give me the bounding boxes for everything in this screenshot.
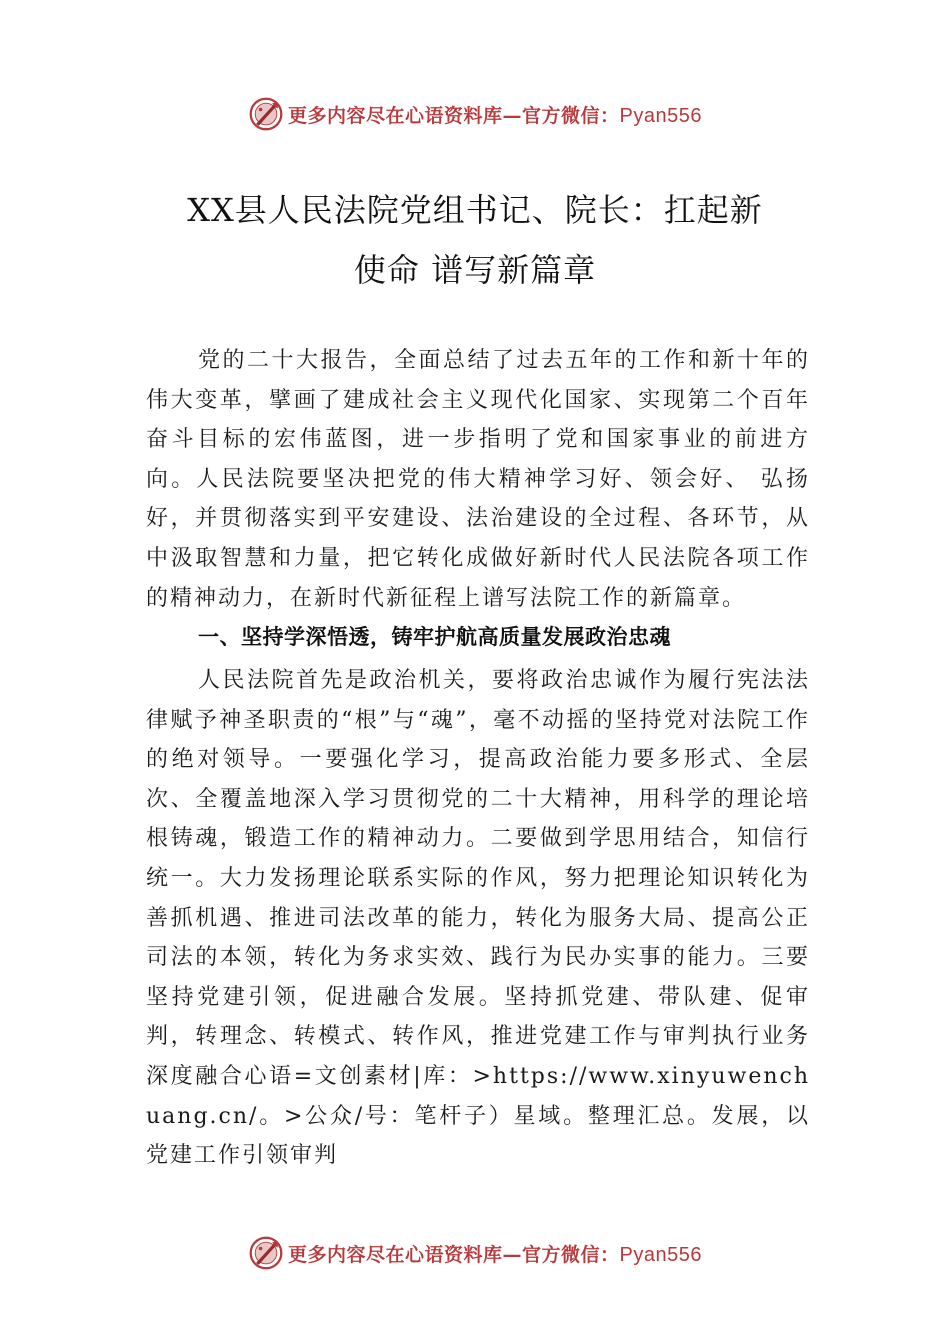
banner-text: 更多内容尽在心语资料库—官方微信：Pyan556 <box>288 104 702 127</box>
wechat-id: Pyan556 <box>619 1243 702 1266</box>
red-quill-seal-icon <box>248 96 284 132</box>
wechat-id: Pyan556 <box>619 104 702 127</box>
section-heading-1: 一、坚持学深悟透，铸牢护航高质量发展政治忠魂 <box>198 625 671 649</box>
header-banner <box>0 94 950 134</box>
banner-text: 更多内容尽在心语资料库—官方微信：Pyan556 <box>288 1243 702 1266</box>
red-quill-seal-icon <box>248 1235 284 1271</box>
footer-banner <box>0 1233 950 1273</box>
paragraph-1: 党的二十大报告，全面总结了过去五年的工作和新十年的伟大变革，擘画了建成社会主义现代化国家、实现第二个百年奋斗目标的宏伟蓝图，进一步指明了党和国家事业的前进方向。人民法院要坚决把党的伟大精神学习好、领会好、 弘扬好，并贯彻落实到平安建设、法治建设的全过程、各环节，从中汲取智慧和力量，把它转化成做好新时代人民法院各项工作的精神动力，在新时代新征程上谱写法院工作的新篇章。 <box>146 348 810 611</box>
paragraph-2: 人民法院首先是政治机关，要将政治忠诚作为履行宪法法律赋予神圣职责的“根”与“魂”，毫不动摇的坚持党对法院工作的绝对领导。一要强化学习，提高政治能力要多形式、全层次、全覆盖地深入学习贯彻党的二十大精神，用科学的理论培根铸魂，锻造工作的精神动力。二要做到学思用结合，知信行统一。大力发扬理论联系实际的作风，努力把理论知识转化为善抓机遇、推进司法改革的能力，转化为服务大局、提高公正司法的本领，转化为务求实效、践行为民办实事的能力。三要坚持党建引领，促进融合发展。坚持抓党建、带队建、促审判，转理念、转模式、转作风，推进党建工作与审判执行业务深度融合心语=文创素材|库：>https://www.xinyuwenchuang.cn/。>公众/号：笔杆子）星域。整理汇总。发展，以党建工作引领审判 <box>146 668 810 1169</box>
document-title-line-2: 使命 谱写新篇章 <box>353 251 597 289</box>
document-title-line-1: XX县人民法院党组书记、院长：扛起新 <box>187 191 763 229</box>
